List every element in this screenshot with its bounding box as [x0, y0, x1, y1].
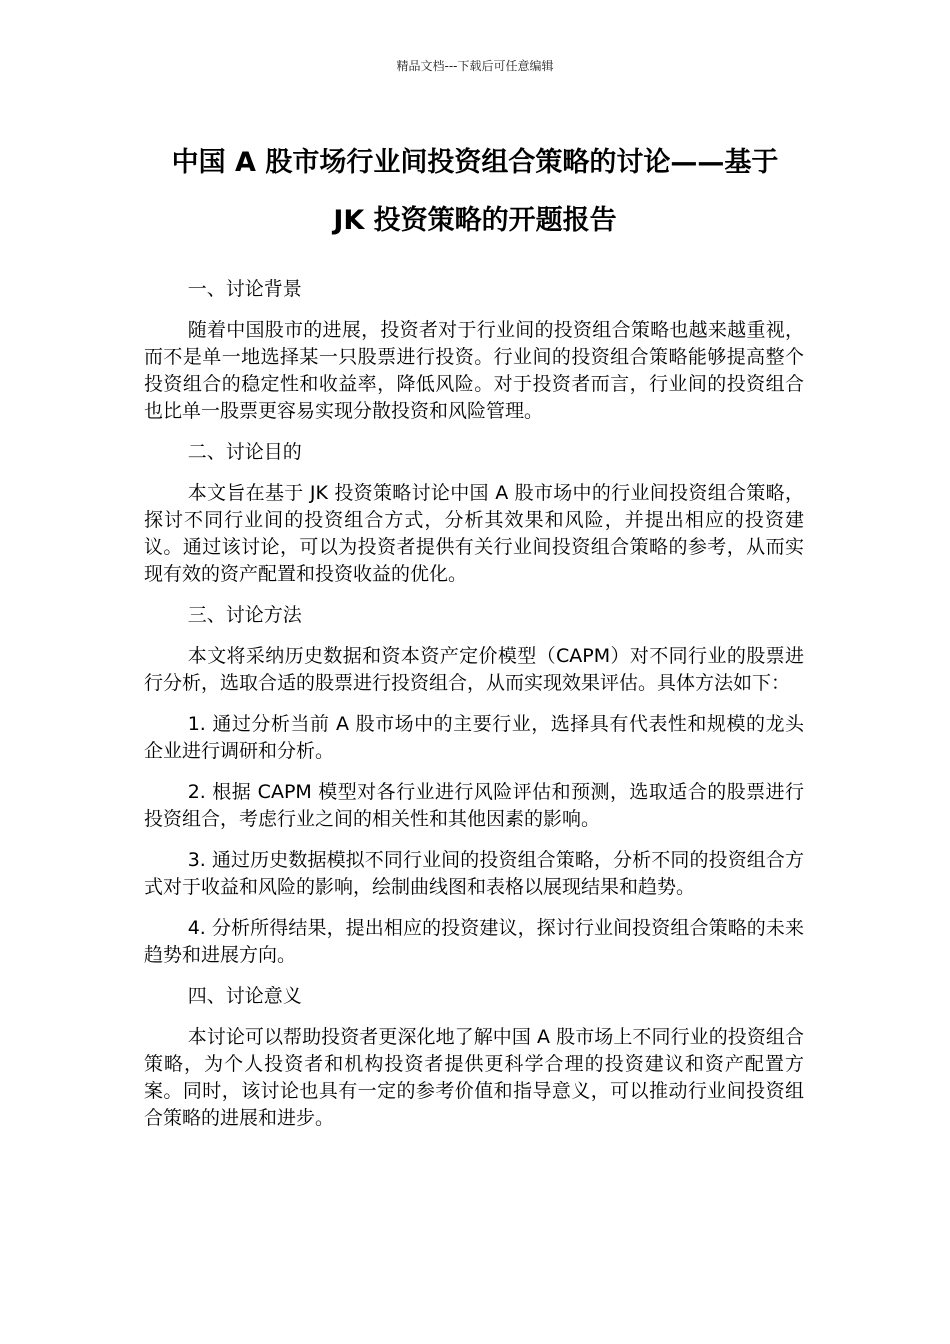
- header-note: 精品文档---下载后可任意编辑: [396, 59, 554, 73]
- section-heading: 一、讨论背景: [187, 278, 302, 300]
- list-item: 4. 分析所得结果，提出相应的投资建议，探讨行业间投资组合策略的未来趋势和进展方向。: [144, 917, 804, 966]
- paragraph: 本文将采纳历史数据和资本资产定价模型（CAPM）对不同行业的股票进行分析，选取合适的股票进行投资组合，从而实现效果评估。具体方法如下：: [144, 645, 804, 694]
- title-line-2: JK 投资策略的开题报告: [333, 205, 617, 236]
- section-heading: 三、讨论方法: [187, 604, 302, 626]
- document-body: [144, 276, 804, 1146]
- section-purpose: [144, 439, 804, 588]
- section-method: [144, 602, 804, 969]
- section-heading: 四、讨论意义: [187, 985, 302, 1007]
- section-heading: 二、讨论目的: [187, 441, 302, 463]
- list-item: 2. 根据 CAPM 模型对各行业进行风险评估和预测，选取适合的股票进行投资组合，考虑行业之间的相关性和其他因素的影响。: [144, 781, 804, 830]
- paragraph: 本讨论可以帮助投资者更深化地了解中国 A 股市场上不同行业的投资组合策略，为个人投资者和机构投资者提供更科学合理的投资建议和资产配置方案。同时，该讨论也具有一定的参考价值和指导意义，可以推动行业间投资组合策略的进展和进步。: [144, 1026, 804, 1129]
- title-line-1: 中国 A 股市场行业间投资组合策略的讨论——基于: [171, 147, 779, 178]
- section-significance: [144, 983, 804, 1132]
- list-item: 1. 通过分析当前 A 股市场中的主要行业，选择具有代表性和规模的龙头企业进行调研和分析。: [144, 713, 804, 762]
- list-item: 3. 通过历史数据模拟不同行业间的投资组合策略，分析不同的投资组合方式对于收益和风险的影响，绘制曲线图和表格以展现结果和趋势。: [144, 849, 804, 898]
- paragraph: 随着中国股市的进展，投资者对于行业间的投资组合策略也越来越重视，而不是单一地选择某一只股票进行投资。行业间的投资组合策略能够提高整个投资组合的稳定性和收益率，降低风险。对于投资者而言，行业间的投资组合也比单一股票更容易实现分散投资和风险管理。: [144, 319, 804, 422]
- section-background: [144, 276, 804, 425]
- paragraph: 本文旨在基于 JK 投资策略讨论中国 A 股市场中的行业间投资组合策略，探讨不同行业间的投资组合方式，分析其效果和风险，并提出相应的投资建议。通过该讨论，可以为投资者提供有关行业间投资组合策略的参考，从而实现有效的资产配置和投资收益的优化。: [144, 482, 804, 585]
- document-title: [140, 134, 810, 250]
